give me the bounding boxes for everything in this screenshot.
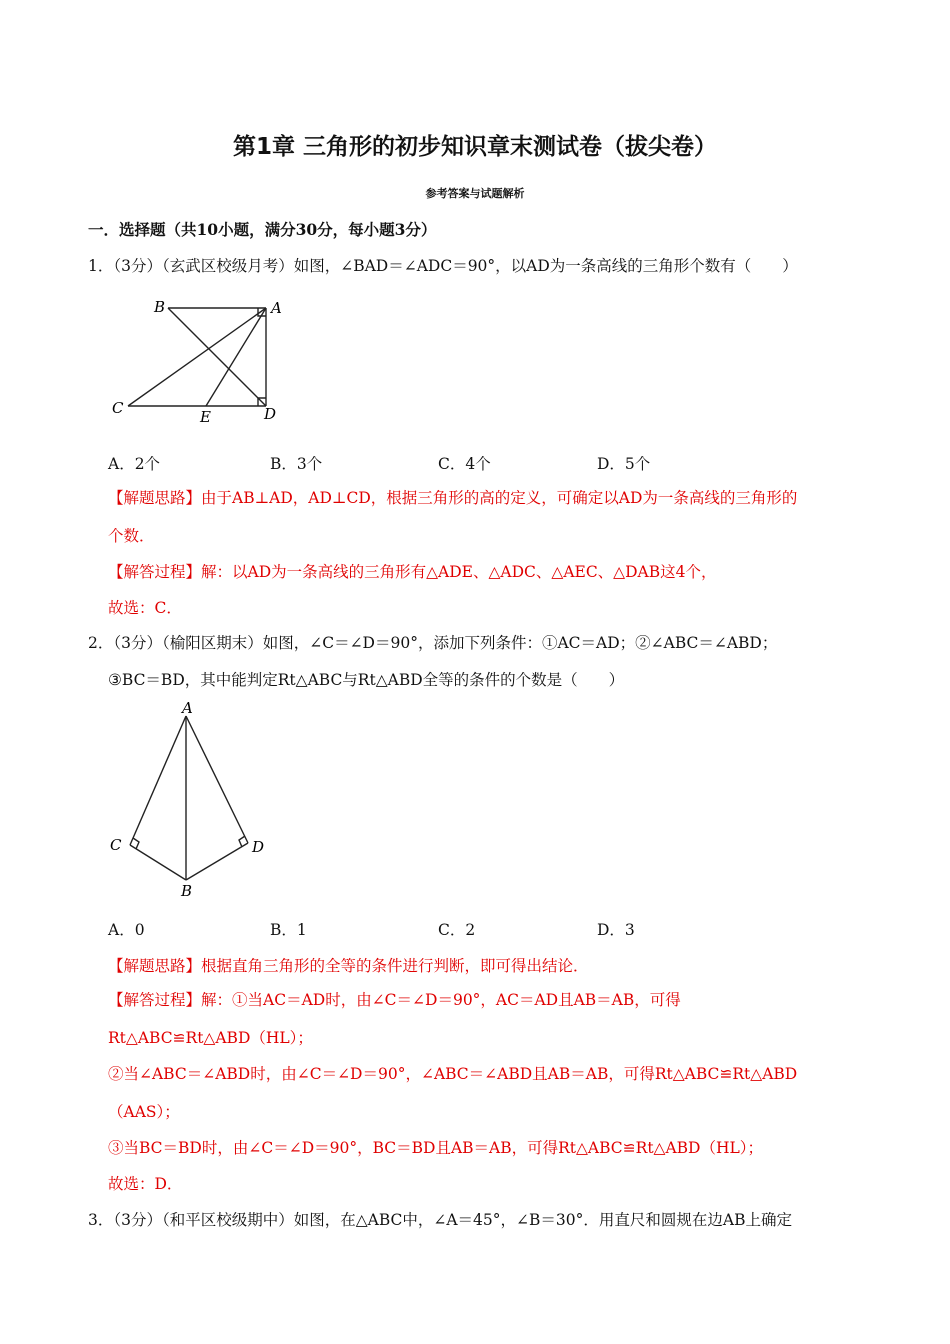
q2-option-a: A．0 — [108, 921, 145, 939]
q2-process-line3: ②当∠ABC＝∠ABD时，由∠C＝∠D＝90°，∠ABC＝∠ABD且AB＝AB，可得Rt△ABC≌Rt△ABD — [108, 1065, 798, 1083]
q2-answer: 故选：D． — [108, 1175, 183, 1193]
page-subtitle: 参考答案与试题解析 — [425, 187, 525, 200]
q2-label-d: D — [252, 838, 265, 856]
q2-process — [108, 988, 681, 1010]
q1-label-e: E — [200, 408, 211, 425]
q2-process-line1: 解：①当AC＝AD时，由∠C＝∠D＝90°，AC＝AD且AB＝AB，可得 — [201, 991, 681, 1009]
q2-option-d: D．3 — [597, 921, 635, 939]
q1-thinking-tag: 【解题思路】 — [108, 489, 202, 507]
q1-option-b: B．3个 — [270, 455, 323, 473]
q2-option-c: C．2 — [438, 921, 476, 939]
q2-process-line5: ③当BC＝BD时，由∠C＝∠D＝90°，BC＝BD且AB＝AB，可得Rt△ABC≌Rt△ABD（HL）； — [108, 1139, 764, 1157]
q1-thinking-cont: 个数． — [108, 527, 155, 545]
q2-label-b: B — [181, 882, 193, 900]
q2-figure — [108, 700, 273, 900]
q1-option-a: A．2个 — [108, 455, 161, 473]
section-heading: 一．选择题（共10小题，满分30分，每小题3分） — [88, 220, 437, 239]
q1-label-b: B — [154, 298, 166, 316]
q2-stem-line1: 2．（3分）（榆阳区期末）如图，∠C＝∠D＝90°，添加下列条件：①AC＝AD；②∠ABC＝∠ABD； — [88, 634, 778, 652]
q1-thinking — [108, 486, 797, 508]
q1-process-tag: 【解答过程】 — [108, 563, 202, 581]
q1-label-d: D — [264, 405, 277, 423]
q2-process-line2: Rt△ABC≌Rt△ABD（HL）； — [108, 1029, 313, 1047]
q2-label-c: C — [110, 836, 122, 854]
q1-process — [108, 560, 716, 582]
q1-label-a: A — [271, 299, 282, 317]
q1-stem: 1．（3分）（玄武区校级月考）如图，∠BAD＝∠ADC＝90°，以AD为一条高线的三角形个数有（ ） — [88, 257, 798, 275]
q1-option-c: C．4个 — [438, 455, 491, 473]
q1-figure — [108, 295, 293, 425]
q2-thinking — [108, 954, 589, 976]
q1-process-text: 解：以AD为一条高线的三角形有△ADE、△ADC、△AEC、△DAB这4个， — [201, 563, 717, 581]
q2-label-a: A — [182, 700, 193, 717]
q2-process-line4: （AAS）； — [108, 1103, 180, 1121]
q2-option-b: B．1 — [270, 921, 307, 939]
q3-stem: 3．（3分）（和平区校级期中）如图，在△ABC中，∠A＝45°，∠B＝30°．用直尺和圆规在边AB上确定 — [88, 1211, 792, 1229]
q1-answer: 故选：C． — [108, 599, 182, 617]
q1-label-c: C — [112, 399, 124, 417]
q2-stem-line2: ③BC＝BD，其中能判定Rt△ABC与Rt△ABD全等的条件的个数是（ ） — [108, 671, 625, 689]
page-title: 第1章 三角形的初步知识章末测试卷（拔尖卷） — [232, 134, 717, 160]
q2-thinking-tag: 【解题思路】 — [108, 957, 202, 975]
q1-option-d: D．5个 — [597, 455, 651, 473]
q2-thinking-text: 根据直角三角形的全等的条件进行判断，即可得出结论． — [201, 957, 589, 975]
q1-thinking-text: 由于AB⊥AD，AD⊥CD，根据三角形的高的定义，可确定以AD为一条高线的三角形的 — [201, 489, 798, 507]
q2-process-tag: 【解答过程】 — [108, 991, 202, 1009]
